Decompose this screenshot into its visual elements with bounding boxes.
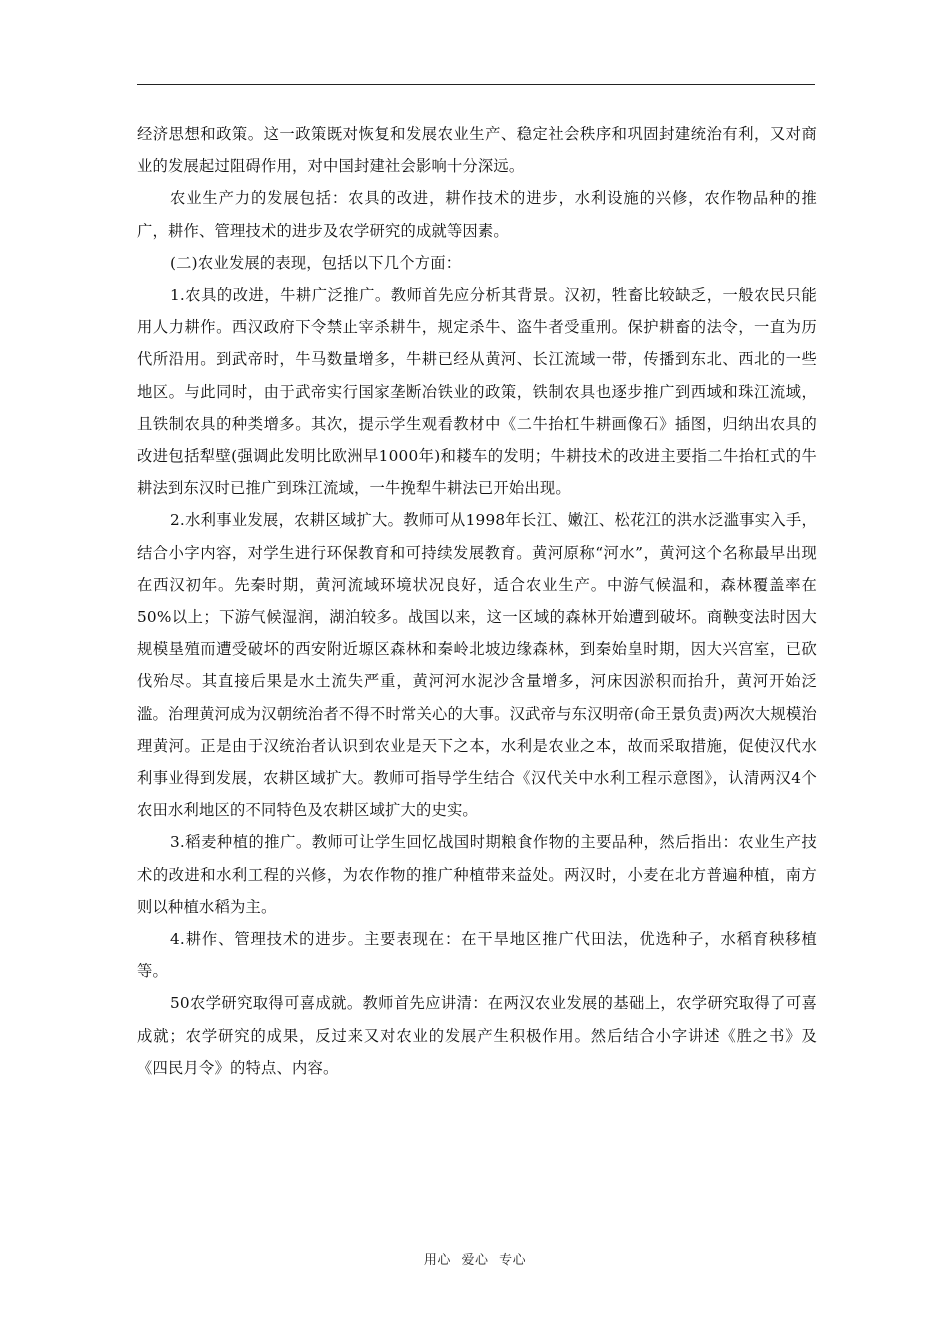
header-rule <box>137 84 815 85</box>
paragraph-item-1: 1.农具的改进，牛耕广泛推广。教师首先应分析其背景。汉初，牲畜比较缺乏，一般农民只能用人力耕作。西汉政府下令禁止宰杀耕牛，规定杀牛、盗牛者受重刑。保护耕畜的法令，一直为历代所沿用。到武帝时，牛马数量增多，牛耕已经从黄河、长江流域一带，传播到东北、西北的一些地区。与此同时，由于武帝实行国家垄断冶铁业的政策，铁制农具也逐步推广到西域和珠江流域，且铁制农具的种类增多。其次，提示学生观看教材中《二牛抬杠牛耕画像石》插图，归纳出农具的改进包括犁壁(强调此发明比欧洲早1000年)和耧车的发明；牛耕技术的改进主要指二牛抬杠式的牛耕法到东汉时已推广到珠江流域，一牛挽犁牛耕法已开始出现。 <box>137 286 817 498</box>
paragraph-continuation: 经济思想和政策。这一政策既对恢复和发展农业生产、稳定社会秩序和巩固封建统治有利，又对商业的发展起过阻碍作用，对中国封建社会影响十分深远。 <box>137 125 817 176</box>
paragraph-item-2: 2.水利事业发展，农耕区域扩大。教师可从1998年长江、嫩江、松花江的洪水泛滥事实入手，结合小字内容，对学生进行环保教育和可持续发展教育。黄河原称“河水”，黄河这个名称最早出现在西汉初年。先秦时期，黄河流域环境状况良好，适合农业生产。中游气候温和，森林覆盖率在50%以上；下游气候湿润，湖泊较多。战国以来，这一区域的森林开始遭到破坏。商鞅变法时因大规模垦殖而遭受破坏的西安附近塬区森林和秦岭北坡边缘森林，到秦始皇时期，因大兴宫室，已砍伐殆尽。其直接后果是水土流失严重，黄河河水泥沙含量增多，河床因淤积而抬升，黄河开始泛滥。治理黄河成为汉朝统治者不得不时常关心的大事。汉武帝与东汉明帝(命王景负责)两次大规模治理黄河。正是由于汉统治者认识到农业是天下之本，水利是农业之本，故而采取措施，促使汉代水利事业得到发展，农耕区域扩大。教师可指导学生结合《汉代关中水利工程示意图》，认清两汉4个农田水利地区的不同特色及农耕区域扩大的史实。 <box>137 511 817 820</box>
paragraph-item-3: 3.稻麦种植的推广。教师可让学生回忆战国时期粮食作物的主要品种，然后指出：农业生产技术的改进和水利工程的兴修，为农作物的推广种植带来益处。两汉时，小麦在北方普遍种植，南方则以种植水稻为主。 <box>137 833 817 916</box>
page-body <box>137 118 817 1084</box>
page-footer: 用心 爱心 专心 <box>423 1253 527 1268</box>
section-heading: (二)农业发展的表现，包括以下几个方面： <box>170 253 462 272</box>
paragraph-productivity: 农业生产力的发展包括：农具的改进，耕作技术的进步，水利设施的兴修，农作物品种的推广，耕作、管理技术的进步及农学研究的成就等因素。 <box>137 189 817 240</box>
paragraph-item-5: 50农学研究取得可喜成就。教师首先应讲清：在两汉农业发展的基础上，农学研究取得了可喜成就；农学研究的成果，反过来又对农业的发展产生积极作用。然后结合小字讲述《胜之书》及《四民月令》的特点、内容。 <box>137 994 817 1077</box>
paragraph-item-4: 4.耕作、管理技术的进步。主要表现在：在干旱地区推广代田法，优选种子，水稻育秧移植等。 <box>137 930 817 981</box>
